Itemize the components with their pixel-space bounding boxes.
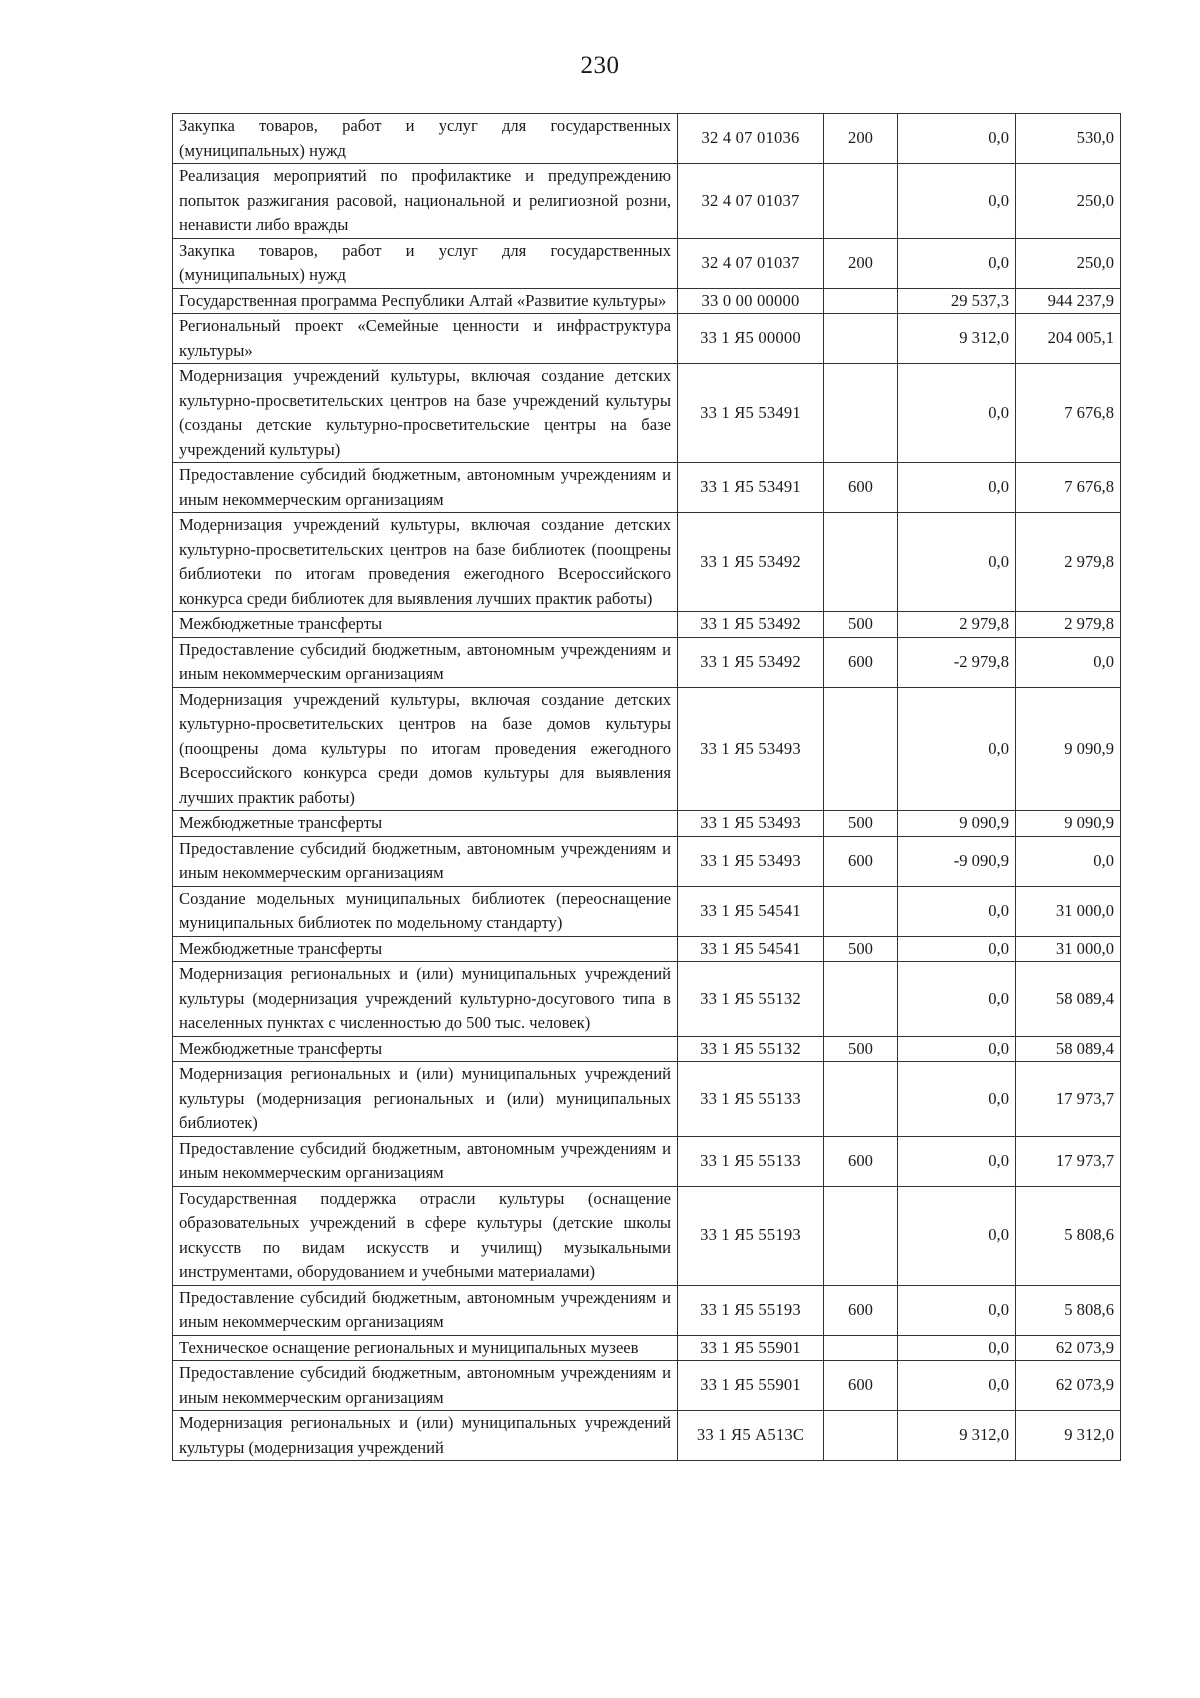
row-code: 33 1 Я5 54541 <box>678 936 824 962</box>
row-amount-change: 0,0 <box>898 687 1016 811</box>
table-row <box>173 1036 1121 1062</box>
row-amount-total: 58 089,4 <box>1016 1036 1121 1062</box>
row-expense-type: 500 <box>824 1036 898 1062</box>
row-amount-change: 0,0 <box>898 164 1016 239</box>
table-row <box>173 1136 1121 1186</box>
row-expense-type: 600 <box>824 637 898 687</box>
row-amount-total: 9 090,9 <box>1016 687 1121 811</box>
table-row <box>173 936 1121 962</box>
row-code: 33 1 Я5 55133 <box>678 1062 824 1137</box>
row-amount-total: 17 973,7 <box>1016 1062 1121 1137</box>
row-expense-type: 600 <box>824 1285 898 1335</box>
row-name: Модернизация учреждений культуры, включая создание детских культурно-просветительских центров на базе домов культуры (поощрены дома культуры по итогам проведения ежегодного Всероссийского конкурса среди домов культуры для выявления лучших практик работы) <box>173 687 678 811</box>
row-amount-change: 29 537,3 <box>898 288 1016 314</box>
table-row <box>173 1285 1121 1335</box>
row-expense-type <box>824 513 898 612</box>
row-name: Предоставление субсидий бюджетным, автономным учреждениям и иным некоммерческим организациям <box>173 1361 678 1411</box>
table-row <box>173 364 1121 463</box>
row-code: 33 1 Я5 53493 <box>678 687 824 811</box>
row-amount-change: 0,0 <box>898 886 1016 936</box>
row-expense-type <box>824 164 898 239</box>
row-amount-change: 0,0 <box>898 463 1016 513</box>
row-amount-total: 31 000,0 <box>1016 886 1121 936</box>
row-expense-type <box>824 288 898 314</box>
row-name: Предоставление субсидий бюджетным, автономным учреждениям и иным некоммерческим организациям <box>173 836 678 886</box>
row-expense-type: 600 <box>824 836 898 886</box>
row-amount-total: 7 676,8 <box>1016 463 1121 513</box>
row-code: 33 1 Я5 53492 <box>678 637 824 687</box>
row-expense-type <box>824 886 898 936</box>
row-amount-change: -2 979,8 <box>898 637 1016 687</box>
row-amount-change: 0,0 <box>898 1136 1016 1186</box>
table-row <box>173 1411 1121 1461</box>
row-amount-total: 9 090,9 <box>1016 811 1121 837</box>
row-name: Модернизация учреждений культуры, включая создание детских культурно-просветительских центров на базе учреждений культуры (созданы детские культурно-просветительские центры на базе учреждений культуры) <box>173 364 678 463</box>
row-name: Техническое оснащение региональных и муниципальных музеев <box>173 1335 678 1361</box>
row-code: 33 0 00 00000 <box>678 288 824 314</box>
page-number: 230 <box>580 52 620 79</box>
row-name: Межбюджетные трансферты <box>173 811 678 837</box>
row-amount-total: 2 979,8 <box>1016 612 1121 638</box>
row-name: Межбюджетные трансферты <box>173 612 678 638</box>
row-code: 33 1 Я5 55132 <box>678 962 824 1037</box>
row-name: Предоставление субсидий бюджетным, автономным учреждениям и иным некоммерческим организациям <box>173 1136 678 1186</box>
row-name: Модернизация региональных и (или) муниципальных учреждений культуры (модернизация учреждений культурно-досугового типа в населенных пунктах с численностью до 500 тыс. человек) <box>173 962 678 1037</box>
row-code: 32 4 07 01037 <box>678 164 824 239</box>
row-amount-total: 31 000,0 <box>1016 936 1121 962</box>
row-amount-change: 0,0 <box>898 513 1016 612</box>
row-expense-type <box>824 314 898 364</box>
row-expense-type: 500 <box>824 811 898 837</box>
row-code: 33 1 Я5 54541 <box>678 886 824 936</box>
row-amount-change: 0,0 <box>898 1285 1016 1335</box>
row-amount-total: 944 237,9 <box>1016 288 1121 314</box>
table-row <box>173 288 1121 314</box>
row-code: 33 1 Я5 55193 <box>678 1186 824 1285</box>
table-row <box>173 238 1121 288</box>
row-amount-change: 0,0 <box>898 1036 1016 1062</box>
row-amount-change: 2 979,8 <box>898 612 1016 638</box>
row-expense-type <box>824 962 898 1037</box>
row-code: 33 1 Я5 53492 <box>678 513 824 612</box>
row-amount-total: 7 676,8 <box>1016 364 1121 463</box>
row-code: 33 1 Я5 55132 <box>678 1036 824 1062</box>
row-amount-total: 17 973,7 <box>1016 1136 1121 1186</box>
table-row <box>173 1335 1121 1361</box>
row-amount-total: 250,0 <box>1016 238 1121 288</box>
row-amount-change: 0,0 <box>898 1062 1016 1137</box>
row-name: Региональный проект «Семейные ценности и инфраструктура культуры» <box>173 314 678 364</box>
row-name: Предоставление субсидий бюджетным, автономным учреждениям и иным некоммерческим организациям <box>173 637 678 687</box>
row-code: 33 1 Я5 А513С <box>678 1411 824 1461</box>
table-row <box>173 513 1121 612</box>
row-amount-change: 0,0 <box>898 114 1016 164</box>
row-amount-change: 0,0 <box>898 1361 1016 1411</box>
row-amount-change: 0,0 <box>898 364 1016 463</box>
row-code: 32 4 07 01036 <box>678 114 824 164</box>
row-name: Государственная программа Республики Алтай «Развитие культуры» <box>173 288 678 314</box>
row-code: 33 1 Я5 55193 <box>678 1285 824 1335</box>
row-amount-total: 5 808,6 <box>1016 1186 1121 1285</box>
row-code: 33 1 Я5 53492 <box>678 612 824 638</box>
row-expense-type: 600 <box>824 463 898 513</box>
row-code: 33 1 Я5 53493 <box>678 836 824 886</box>
row-expense-type: 600 <box>824 1361 898 1411</box>
row-name: Межбюджетные трансферты <box>173 1036 678 1062</box>
row-code: 33 1 Я5 53493 <box>678 811 824 837</box>
row-code: 32 4 07 01037 <box>678 238 824 288</box>
row-name: Закупка товаров, работ и услуг для государственных (муниципальных) нужд <box>173 114 678 164</box>
row-expense-type <box>824 1411 898 1461</box>
budget-table <box>172 113 1121 1461</box>
row-amount-change: 0,0 <box>898 962 1016 1037</box>
row-amount-total: 58 089,4 <box>1016 962 1121 1037</box>
table-row <box>173 1361 1121 1411</box>
row-expense-type <box>824 1335 898 1361</box>
row-name: Создание модельных муниципальных библиотек (переоснащение муниципальных библиотек по модельному стандарту) <box>173 886 678 936</box>
row-name: Модернизация региональных и (или) муниципальных учреждений культуры (модернизация учреждений <box>173 1411 678 1461</box>
row-code: 33 1 Я5 55901 <box>678 1335 824 1361</box>
table-row <box>173 962 1121 1037</box>
row-name: Модернизация учреждений культуры, включая создание детских культурно-просветительских центров на базе библиотек (поощрены библиотеки по итогам проведения ежегодного Всероссийского конкурса среди библиотек для выявления лучших практик работы) <box>173 513 678 612</box>
row-amount-change: 0,0 <box>898 1186 1016 1285</box>
row-code: 33 1 Я5 55133 <box>678 1136 824 1186</box>
row-expense-type: 500 <box>824 612 898 638</box>
table-row <box>173 1062 1121 1137</box>
row-amount-total: 62 073,9 <box>1016 1335 1121 1361</box>
row-name: Закупка товаров, работ и услуг для государственных (муниципальных) нужд <box>173 238 678 288</box>
row-amount-total: 2 979,8 <box>1016 513 1121 612</box>
row-code: 33 1 Я5 55901 <box>678 1361 824 1411</box>
row-amount-total: 62 073,9 <box>1016 1361 1121 1411</box>
row-expense-type: 600 <box>824 1136 898 1186</box>
table-row <box>173 164 1121 239</box>
row-expense-type <box>824 687 898 811</box>
table-row <box>173 1186 1121 1285</box>
row-amount-change: 9 090,9 <box>898 811 1016 837</box>
row-amount-total: 530,0 <box>1016 114 1121 164</box>
row-amount-change: 0,0 <box>898 1335 1016 1361</box>
row-name: Предоставление субсидий бюджетным, автономным учреждениям и иным некоммерческим организациям <box>173 1285 678 1335</box>
row-code: 33 1 Я5 53491 <box>678 364 824 463</box>
row-code: 33 1 Я5 00000 <box>678 314 824 364</box>
table-row <box>173 637 1121 687</box>
row-amount-change: 9 312,0 <box>898 1411 1016 1461</box>
row-name: Предоставление субсидий бюджетным, автономным учреждениям и иным некоммерческим организациям <box>173 463 678 513</box>
table-row <box>173 463 1121 513</box>
row-name: Реализация мероприятий по профилактике и предупреждению попыток разжигания расовой, национальной и религиозной розни, ненависти либо вражды <box>173 164 678 239</box>
row-amount-total: 9 312,0 <box>1016 1411 1121 1461</box>
row-amount-total: 250,0 <box>1016 164 1121 239</box>
row-amount-change: 9 312,0 <box>898 314 1016 364</box>
table-row <box>173 612 1121 638</box>
table-row <box>173 836 1121 886</box>
row-expense-type: 200 <box>824 114 898 164</box>
row-amount-change: -9 090,9 <box>898 836 1016 886</box>
table-row <box>173 687 1121 811</box>
row-code: 33 1 Я5 53491 <box>678 463 824 513</box>
budget-table-body <box>173 114 1121 1461</box>
row-amount-total: 0,0 <box>1016 836 1121 886</box>
row-expense-type: 500 <box>824 936 898 962</box>
row-name: Модернизация региональных и (или) муниципальных учреждений культуры (модернизация региональных и (или) муниципальных библиотек) <box>173 1062 678 1137</box>
row-name: Государственная поддержка отрасли культуры (оснащение образовательных учреждений в сфере культуры (детские школы искусств по видам искусств и училищ) музыкальными инструментами, оборудованием и учебными материалами) <box>173 1186 678 1285</box>
table-row <box>173 811 1121 837</box>
table-row <box>173 886 1121 936</box>
row-amount-change: 0,0 <box>898 238 1016 288</box>
row-amount-total: 0,0 <box>1016 637 1121 687</box>
table-row <box>173 314 1121 364</box>
row-amount-total: 5 808,6 <box>1016 1285 1121 1335</box>
table-row <box>173 114 1121 164</box>
row-expense-type: 200 <box>824 238 898 288</box>
row-amount-change: 0,0 <box>898 936 1016 962</box>
row-expense-type <box>824 364 898 463</box>
row-expense-type <box>824 1186 898 1285</box>
row-amount-total: 204 005,1 <box>1016 314 1121 364</box>
row-name: Межбюджетные трансферты <box>173 936 678 962</box>
row-expense-type <box>824 1062 898 1137</box>
